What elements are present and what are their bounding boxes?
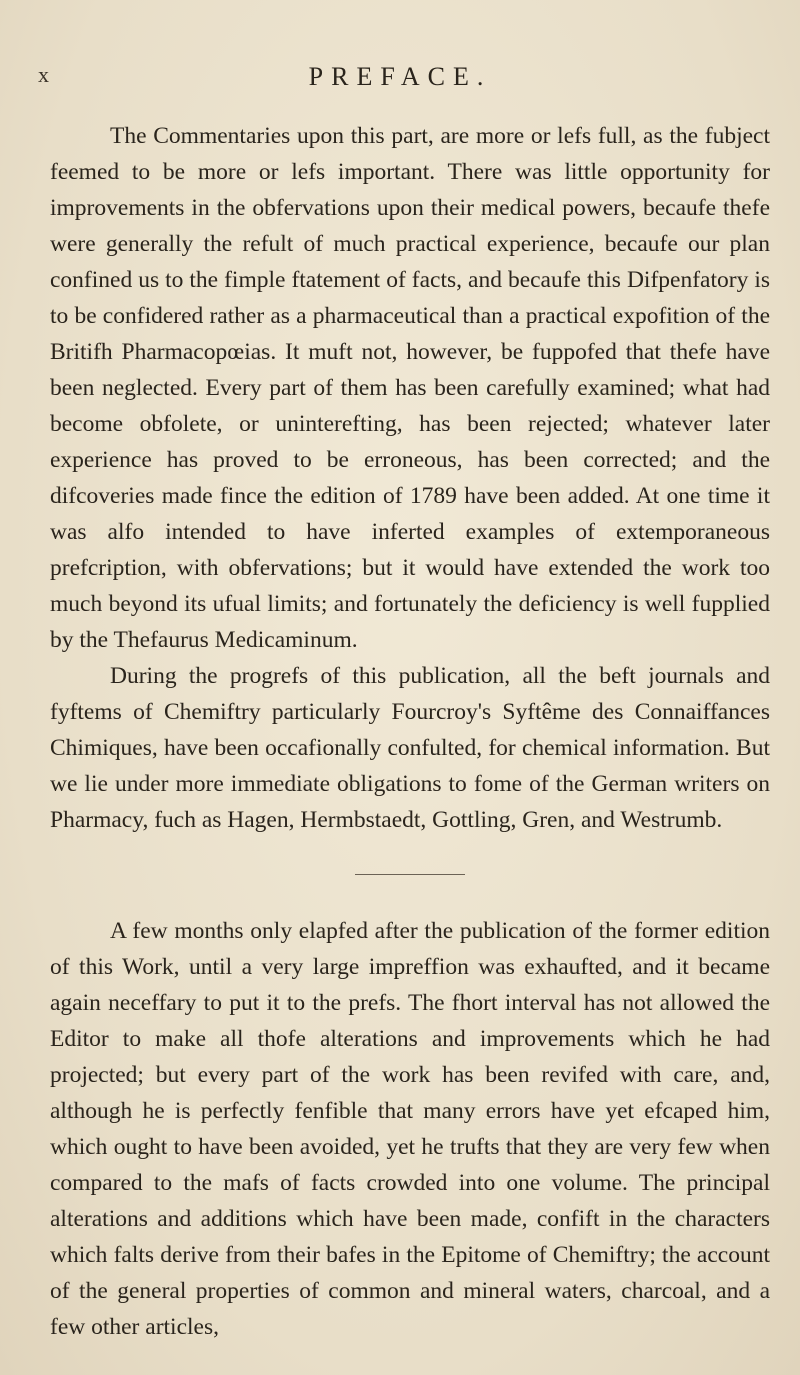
paragraph-progress: During the progrefs of this publication, all the beft journals and fyftems of Chemiftry particularly Fourcroy's Syftême des Connaiffances Chimiques, have been occafionally confulted, for chemical information. But we lie under more immediate obligations to fome of the German writers on Pharmacy, fuch as Hagen, Hermbstaedt, Gottling, Gren, and Westrumb.	[50, 663, 770, 833]
page-number: x	[38, 62, 49, 87]
paragraph-few-months: A few months only elapfed after the publication of the former edition of this Work, until a very large impreffion was exhaufted, and it became again neceffary to put it to the prefs. The fhort interval has not allowed the Editor to make all thofe alterations and improvements which he had projected; but every part of the work has been revifed with care, and, although he is perfectly fenfible that many errors have yet efcaped him, which ought to have been avoided, yet he trufts that they are very few when compared to the mafs of facts crowded into one volume. The principal alterations and additions which have been made, confift in the characters which falts derive from their bafes in the Epitome of Chemiftry; the account of the general properties of common and mineral waters, charcoal, and a few other articles,	[50, 918, 770, 1340]
paragraph-commentaries: The Commentaries upon this part, are more or lefs full, as the fubject feemed to be more or lefs important. There was little opportunity for improvements in the obfervations upon their medical powers, becaufe thefe were generally the refult of much practical experience, becaufe our plan confined us to the fimple ftatement of facts, and becaufe this Difpenfatory is to be confidered rather as a pharmaceutical than a practical expofition of the Britifh Pharmacopœias. It muft not, however, be fuppofed that thefe have been neglected. Every part of them has been carefully examined; what had become obfolete, or uninterefting, has been rejected; whatever later experience has proved to be erroneous, has been corrected; and the difcoveries made fince the edition of 1789 have been added. At one time it was alfo intended to have inferted examples of extemporaneous prefcription, with obfervations; but it would have extended the work too much beyond its ufual limits; and fortunately the deficiency is well fupplied by the Thefaurus Medicaminum.	[50, 123, 770, 653]
section-divider	[355, 874, 465, 875]
running-head: PREFACE.	[308, 62, 492, 91]
body-text	[50, 118, 770, 1345]
page-header	[0, 62, 800, 102]
